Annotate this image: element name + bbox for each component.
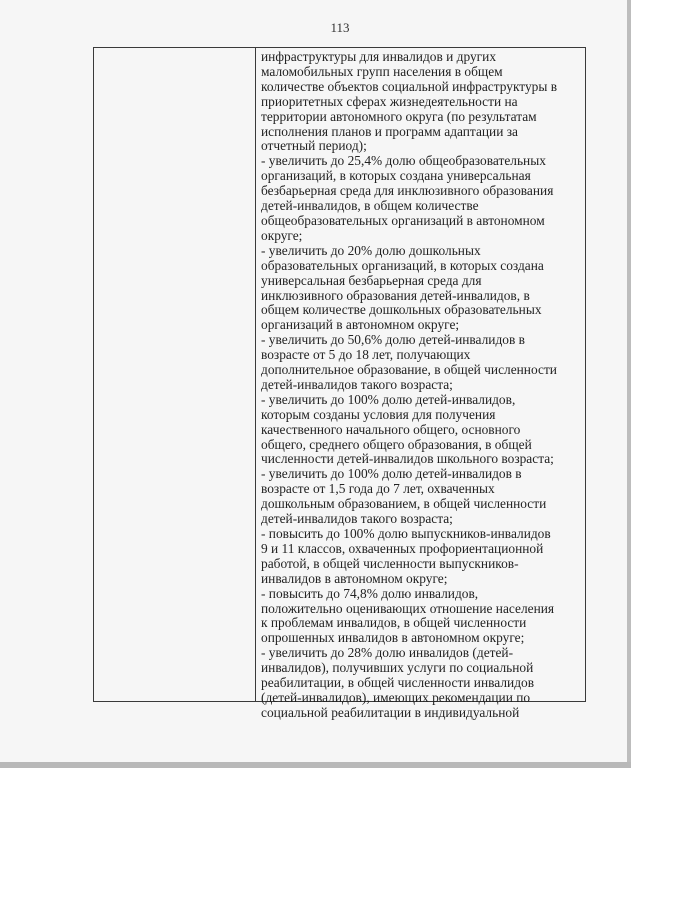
text-line: детей-инвалидов, в общем количестве bbox=[261, 198, 479, 214]
text-line: отчетный период); bbox=[261, 138, 367, 154]
text-line: которым созданы условия для получения bbox=[261, 406, 496, 422]
text-line: общеобразовательных организаций в автономном bbox=[261, 212, 545, 228]
page-number: 113 bbox=[330, 20, 350, 35]
text-line: к проблемам инвалидов, в общей численности bbox=[261, 615, 527, 631]
text-line: приоритетных сферах жизнедеятельности на bbox=[261, 93, 518, 109]
text-line: возрасте от 5 до 18 лет, получающих bbox=[261, 347, 471, 363]
text-line: - увеличить до 25,4% долю общеобразовательных bbox=[261, 153, 546, 169]
document-table bbox=[93, 47, 586, 720]
text-line: работой, в общей численности выпускников- bbox=[261, 555, 519, 571]
text-line: опрошенных инвалидов в автономном округе; bbox=[261, 630, 525, 646]
text-line: - увеличить до 100% долю детей-инвалидов, bbox=[261, 391, 516, 407]
text-line: детей-инвалидов такого возраста; bbox=[261, 511, 453, 527]
text-line: общего, среднего общего образования, в общей bbox=[261, 436, 532, 452]
text-line: детей-инвалидов такого возраста; bbox=[261, 376, 453, 392]
text-line: инвалидов в автономном округе; bbox=[261, 570, 448, 586]
text-line: общем количестве дошкольных образовательных bbox=[261, 302, 542, 318]
text-line: безбарьерная среда для инклюзивного образования bbox=[261, 183, 554, 199]
column-divider bbox=[255, 48, 256, 701]
text-line: реабилитации, в общей численности инвалидов bbox=[261, 675, 535, 691]
text-line: количестве объектов социальной инфраструктуры в bbox=[261, 78, 558, 94]
text-line: численности детей-инвалидов школьного возраста; bbox=[261, 451, 554, 467]
table-cell-right bbox=[261, 49, 585, 720]
text-line: 9 и 11 классов, охваченных профориентационной bbox=[261, 540, 544, 556]
text-line: - повысить до 74,8% долю инвалидов, bbox=[261, 585, 479, 601]
text-line: - увеличить до 20% долю дошкольных bbox=[261, 242, 481, 258]
text-line: возрасте от 1,5 года до 7 лет, охваченных bbox=[261, 481, 495, 497]
scan-edge-right bbox=[627, 0, 631, 768]
text-line: территории автономного округа (по результатам bbox=[261, 108, 537, 124]
text-line: - повысить до 100% долю выпускников-инвалидов bbox=[261, 526, 551, 541]
text-line: округе; bbox=[261, 227, 303, 243]
text-line: маломобильных групп населения в общем bbox=[261, 63, 503, 79]
text-line: организаций, в которых создана универсальная bbox=[261, 168, 531, 184]
scan-edge-bottom bbox=[0, 762, 631, 768]
text-line: инклюзивного образования детей-инвалидов, в bbox=[261, 287, 530, 303]
text-line: (детей-инвалидов), имеющих рекомендации по bbox=[261, 689, 531, 705]
text-line: организаций в автономном округе; bbox=[261, 317, 460, 333]
text-line: - увеличить до 100% долю детей-инвалидов в bbox=[261, 466, 522, 482]
text-line: инфраструктуры для инвалидов и других bbox=[261, 49, 497, 64]
table-cell-left bbox=[94, 48, 255, 701]
text-line: положительно оценивающих отношение населения bbox=[261, 600, 555, 616]
text-line: универсальная безбарьерная среда для bbox=[261, 272, 482, 288]
text-line: дополнительное образование, в общей численности bbox=[261, 362, 557, 378]
text-line: качественного начального общего, основного bbox=[261, 421, 521, 437]
text-line: дошкольным образованием, в общей численности bbox=[261, 496, 547, 512]
text-line: инвалидов), получивших услуги по социальной bbox=[261, 660, 534, 676]
text-line: - увеличить до 28% долю инвалидов (детей- bbox=[261, 645, 514, 661]
text-line: исполнения планов и программ адаптации за bbox=[261, 123, 518, 139]
text-line: социальной реабилитации в индивидуальной bbox=[261, 704, 520, 720]
text-line: образовательных организаций, в которых создана bbox=[261, 257, 544, 273]
text-line: - увеличить до 50,6% долю детей-инвалидов в bbox=[261, 332, 525, 348]
